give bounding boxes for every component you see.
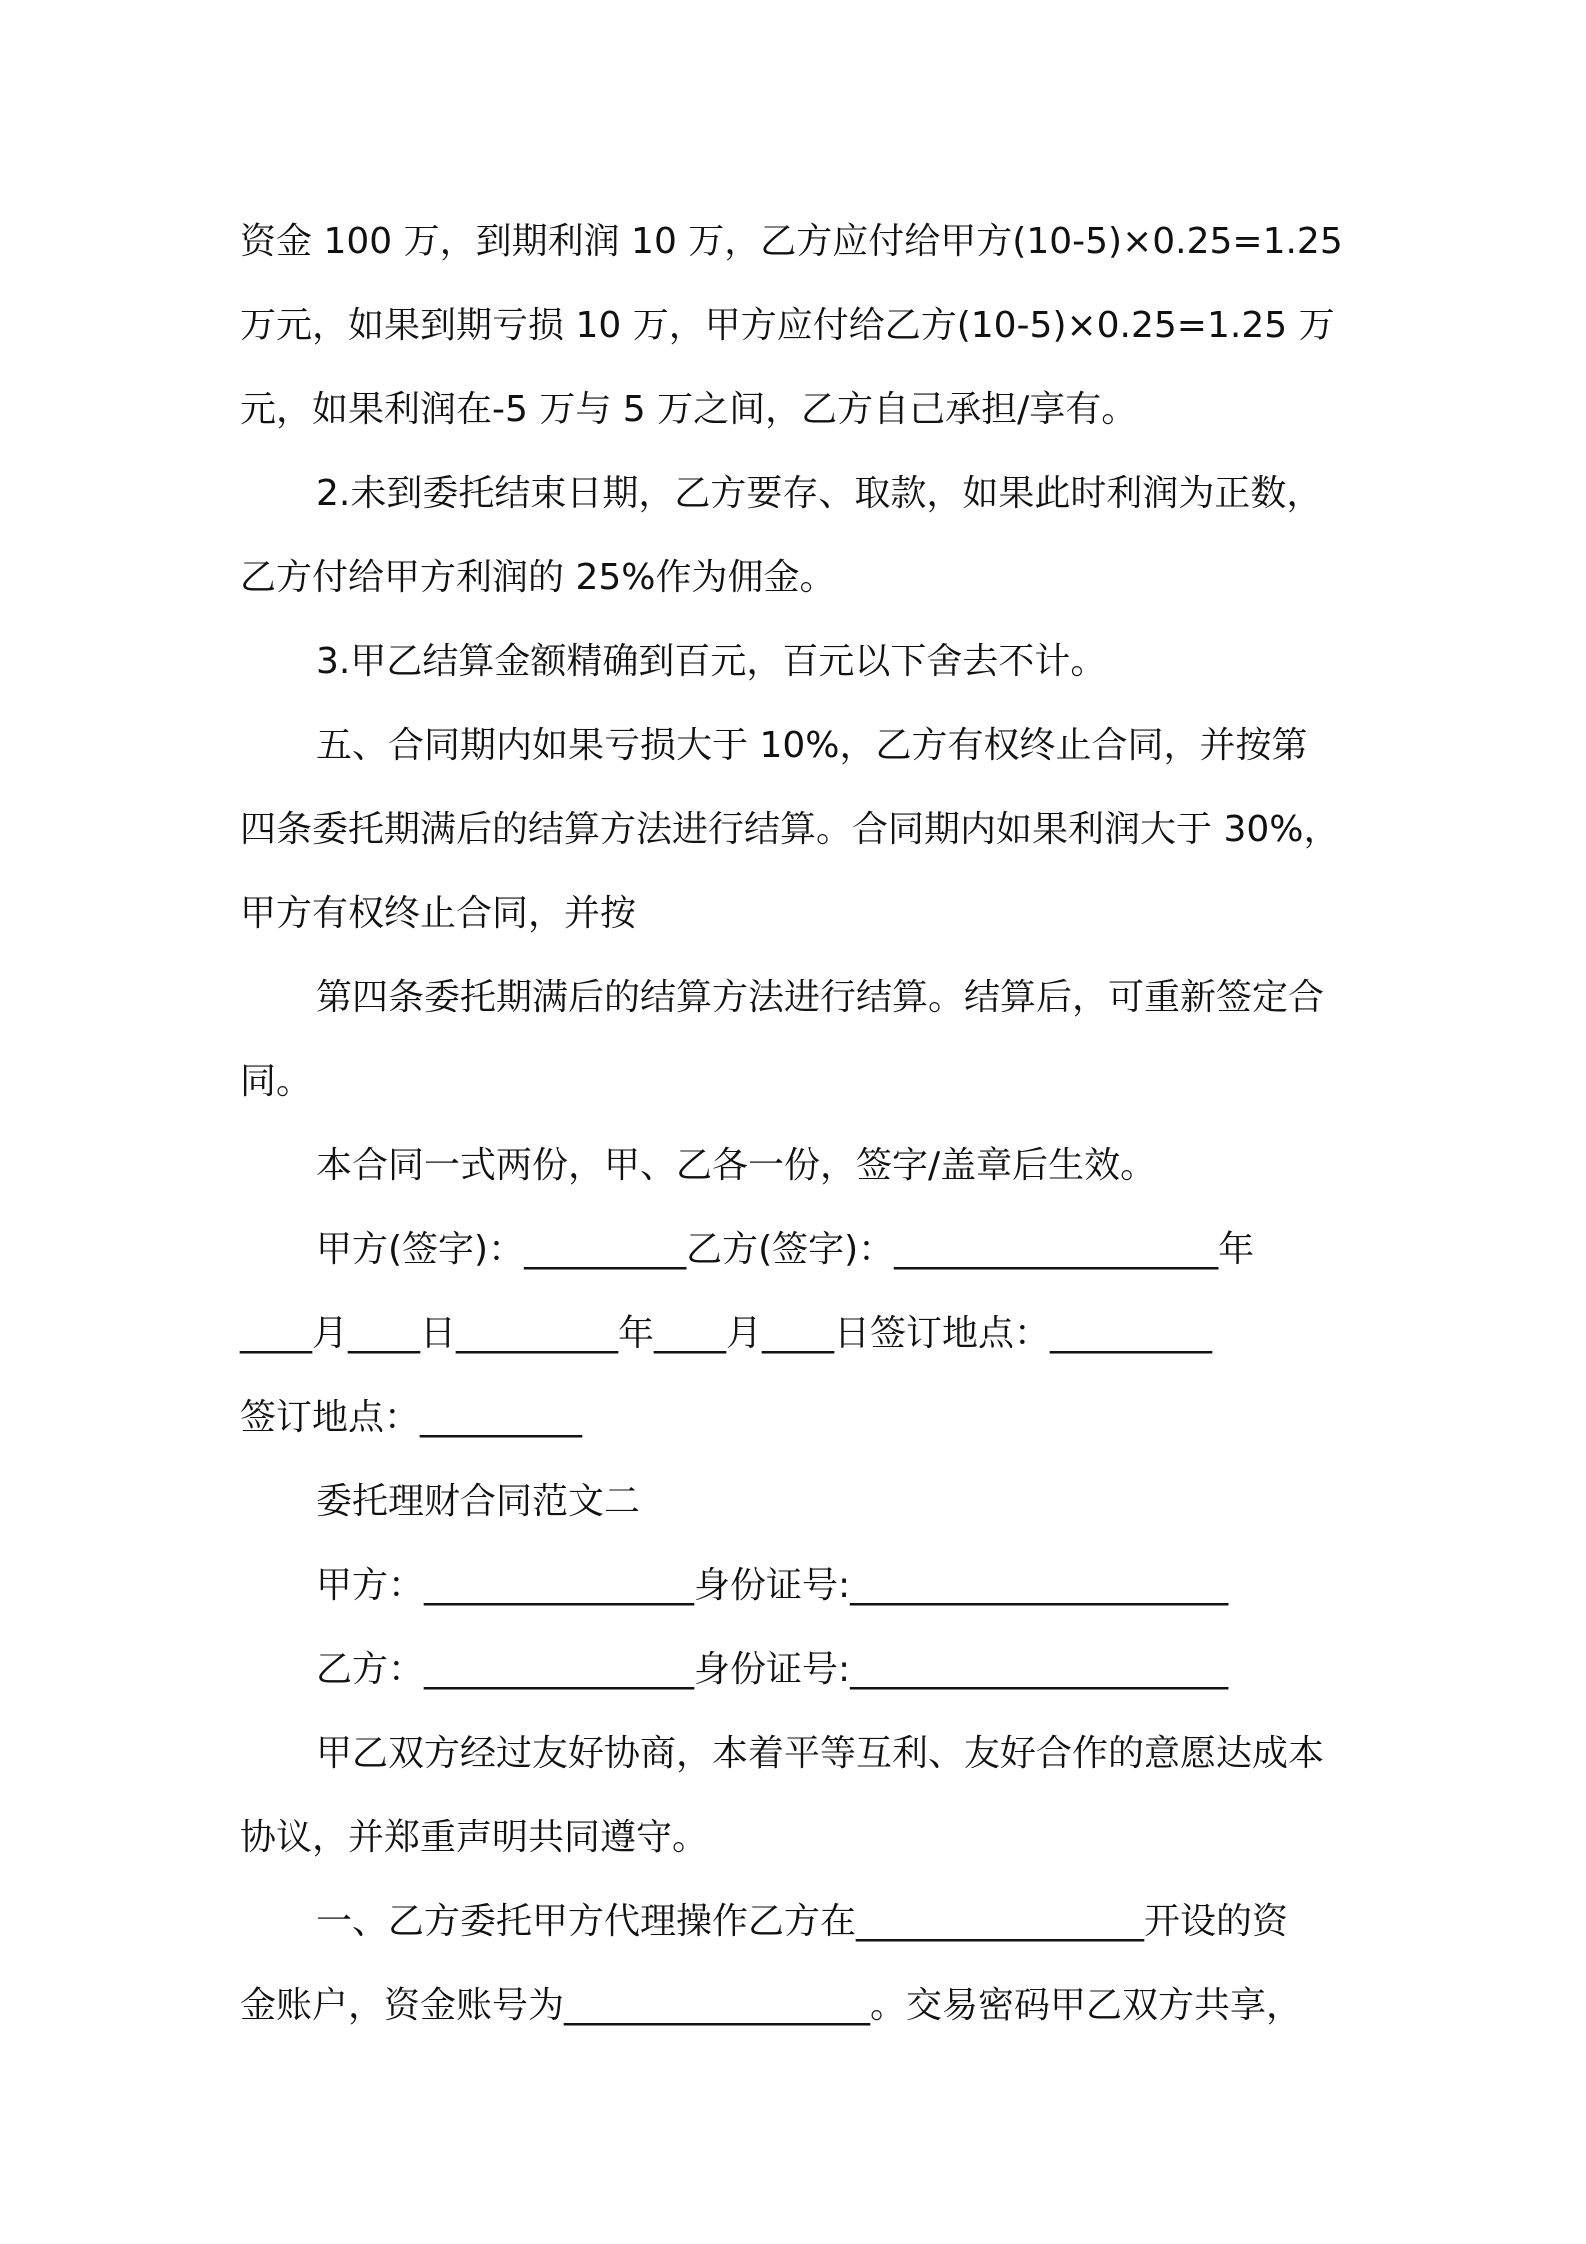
section-title: 委托理财合同范文二 [316,1481,641,1522]
paragraph-line: 2.未到委托结束日期，乙方要存、取款，如果此时利润为正数， [316,473,1323,514]
party-b-line: 乙方：_______________身份证号:_____________________ [316,1649,1229,1690]
paragraph-line: 第四条委托期满后的结算方法进行结算。结算后，可重新签定合 [316,977,1325,1018]
date-place-line: ____月____日_________年____月____日签订地点：_________ [240,1313,1213,1354]
paragraph-line: 五、合同期内如果亏损大于 10%，乙方有权终止合同，并按第 [316,725,1308,766]
paragraph-line: 乙方付给甲方利润的 25%作为佣金。 [240,557,836,598]
paragraph-line: 协议，并郑重声明共同遵守。 [240,1817,709,1858]
paragraph-line: 本合同一式两份，甲、乙各一份，签字/盖章后生效。 [316,1145,1157,1186]
document-body [240,200,1350,2048]
paragraph-line: 3.甲乙结算金额精确到百元，百元以下舍去不计。 [316,641,1107,682]
paragraph-line: 万元，如果到期亏损 10 万，甲方应付给乙方(10-5)×0.25=1.25 万 [240,305,1335,346]
party-a-line: 甲方：_______________身份证号:_____________________ [316,1565,1229,1606]
paragraph-line: 资金 100 万，到期利润 10 万，乙方应付给甲方(10-5)×0.25=1.25 [240,221,1343,262]
paragraph-line: 同。 [240,1061,313,1102]
signature-line: 甲方(签字)：_________乙方(签字)：__________________年 [316,1229,1255,1270]
paragraph-line: 甲方有权终止合同，并按 [240,893,637,934]
paragraph-line: 一、乙方委托甲方代理操作乙方在________________开设的资 [316,1901,1289,1942]
paragraph-line: 金账户，资金账号为_________________。交易密码甲乙双方共享， [240,1985,1303,2026]
signing-place-line: 签订地点：_________ [240,1397,583,1438]
paragraph-line: 甲乙双方经过友好协商，本着平等互利、友好合作的意愿达成本 [316,1733,1325,1774]
paragraph-line: 四条委托期满后的结算方法进行结算。合同期内如果利润大于 30%， [240,809,1340,850]
paragraph-line: 元，如果利润在-5 万与 5 万之间，乙方自己承担/享有。 [240,389,1138,430]
